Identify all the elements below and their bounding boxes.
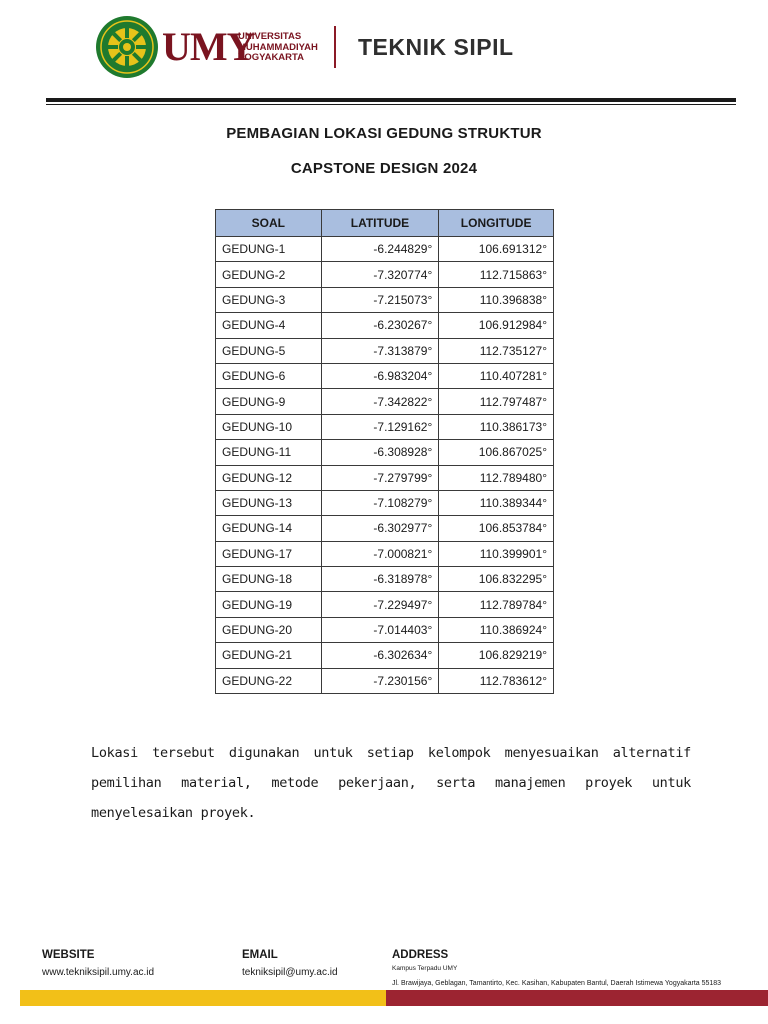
cell-latitude: -6.302634°	[321, 643, 439, 668]
cell-longitude: 106.691312°	[439, 237, 554, 262]
table-row	[216, 516, 554, 541]
cell-longitude: 110.389344°	[439, 490, 554, 515]
cell-latitude: -6.308928°	[321, 440, 439, 465]
cell-soal: GEDUNG-22	[216, 668, 322, 693]
header-rule	[46, 98, 736, 102]
document-title: PEMBAGIAN LOKASI GEDUNG STRUKTUR	[226, 125, 542, 142]
cell-soal: GEDUNG-17	[216, 541, 322, 566]
university-line: MUHAMMADIYAH	[238, 41, 318, 53]
column-header-longitude: LONGITUDE	[439, 210, 554, 237]
cell-soal: GEDUNG-21	[216, 643, 322, 668]
column-header-latitude: LATITUDE	[321, 210, 439, 237]
cell-longitude: 106.829219°	[439, 643, 554, 668]
cell-longitude: 106.832295°	[439, 567, 554, 592]
cell-longitude: 110.386173°	[439, 414, 554, 439]
building-location-table	[215, 209, 554, 694]
cell-longitude: 106.867025°	[439, 440, 554, 465]
university-line: YOGYAKARTA	[238, 52, 304, 63]
table-row	[216, 237, 554, 262]
cell-soal: GEDUNG-19	[216, 592, 322, 617]
cell-soal: GEDUNG-4	[216, 313, 322, 338]
cell-latitude: -7.129162°	[321, 414, 439, 439]
cell-latitude: -7.230156°	[321, 668, 439, 693]
cell-longitude: 112.789784°	[439, 592, 554, 617]
cell-soal: GEDUNG-12	[216, 465, 322, 490]
cell-soal: GEDUNG-20	[216, 617, 322, 642]
cell-longitude: 112.715863°	[439, 262, 554, 287]
footer-bar-red	[386, 990, 768, 1006]
cell-longitude: 112.797487°	[439, 389, 554, 414]
department-name: TEKNIK SIPIL	[358, 34, 514, 60]
cell-soal: GEDUNG-11	[216, 440, 322, 465]
description-paragraph: Lokasi tersebut digunakan untuk setiap kelompok menyesuaikan alternatif pemilihan material, metode pekerjaan, serta manajemen proyek untuk menyelesaikan proyek.	[91, 745, 691, 821]
table-row	[216, 617, 554, 642]
table-body	[216, 237, 554, 694]
umy-logo-word: UMY	[162, 24, 255, 69]
table-row	[216, 414, 554, 439]
cell-longitude: 110.399901°	[439, 541, 554, 566]
table-header-row	[216, 210, 554, 237]
cell-longitude: 106.853784°	[439, 516, 554, 541]
document-subtitle: CAPSTONE DESIGN 2024	[290, 160, 478, 177]
cell-soal: GEDUNG-6	[216, 363, 322, 388]
table-row	[216, 262, 554, 287]
cell-latitude: -7.000821°	[321, 541, 439, 566]
university-name	[238, 32, 338, 64]
table-row	[216, 363, 554, 388]
cell-latitude: -6.302977°	[321, 516, 439, 541]
cell-latitude: -7.342822°	[321, 389, 439, 414]
cell-latitude: -7.215073°	[321, 287, 439, 312]
cell-latitude: -6.983204°	[321, 363, 439, 388]
email-label: EMAIL	[242, 949, 278, 961]
cell-soal: GEDUNG-9	[216, 389, 322, 414]
table-row	[216, 668, 554, 693]
address-subtitle: Kampus Terpadu UMY	[392, 965, 458, 972]
cell-longitude: 112.735127°	[439, 338, 554, 363]
cell-latitude: -7.014403°	[321, 617, 439, 642]
cell-latitude: -7.108279°	[321, 490, 439, 515]
footer-bar-yellow	[20, 990, 386, 1006]
table-row	[216, 287, 554, 312]
cell-soal: GEDUNG-13	[216, 490, 322, 515]
cell-soal: GEDUNG-18	[216, 567, 322, 592]
cell-longitude: 110.407281°	[439, 363, 554, 388]
letterhead	[0, 0, 768, 100]
email-link[interactable]: tekniksipil@umy.ac.id	[242, 967, 338, 978]
cell-longitude: 110.386924°	[439, 617, 554, 642]
cell-longitude: 106.912984°	[439, 313, 554, 338]
cell-soal: GEDUNG-3	[216, 287, 322, 312]
cell-longitude: 112.789480°	[439, 465, 554, 490]
table-row	[216, 567, 554, 592]
cell-longitude: 112.783612°	[439, 668, 554, 693]
cell-soal: GEDUNG-5	[216, 338, 322, 363]
cell-latitude: -6.244829°	[321, 237, 439, 262]
header-divider	[334, 26, 336, 68]
cell-soal: GEDUNG-1	[216, 237, 322, 262]
table-row	[216, 465, 554, 490]
university-line: UNIVERSITAS	[238, 31, 302, 42]
cell-latitude: -7.313879°	[321, 338, 439, 363]
address-label: ADDRESS	[392, 949, 449, 961]
table-row	[216, 338, 554, 363]
table-row	[216, 389, 554, 414]
cell-latitude: -6.230267°	[321, 313, 439, 338]
table-row	[216, 490, 554, 515]
cell-latitude: -7.320774°	[321, 262, 439, 287]
cell-latitude: -7.279799°	[321, 465, 439, 490]
website-link[interactable]: www.tekniksipil.umy.ac.id	[42, 967, 155, 978]
table-row	[216, 643, 554, 668]
cell-soal: GEDUNG-2	[216, 262, 322, 287]
table-row	[216, 440, 554, 465]
column-header-soal: SOAL	[216, 210, 322, 237]
header-rule-thin	[46, 104, 736, 105]
umy-seal-logo	[95, 15, 159, 79]
table-row	[216, 313, 554, 338]
cell-latitude: -6.318978°	[321, 567, 439, 592]
table-row	[216, 592, 554, 617]
cell-latitude: -7.229497°	[321, 592, 439, 617]
table-row	[216, 541, 554, 566]
cell-soal: GEDUNG-14	[216, 516, 322, 541]
website-label: WEBSITE	[42, 949, 95, 961]
cell-longitude: 110.396838°	[439, 287, 554, 312]
address-text: Jl. Brawijaya, Geblagan, Tamantirto, Kec. Kasihan, Kabupaten Bantul, Daerah Istimewa Yogyakarta 55183	[392, 980, 722, 987]
cell-soal: GEDUNG-10	[216, 414, 322, 439]
